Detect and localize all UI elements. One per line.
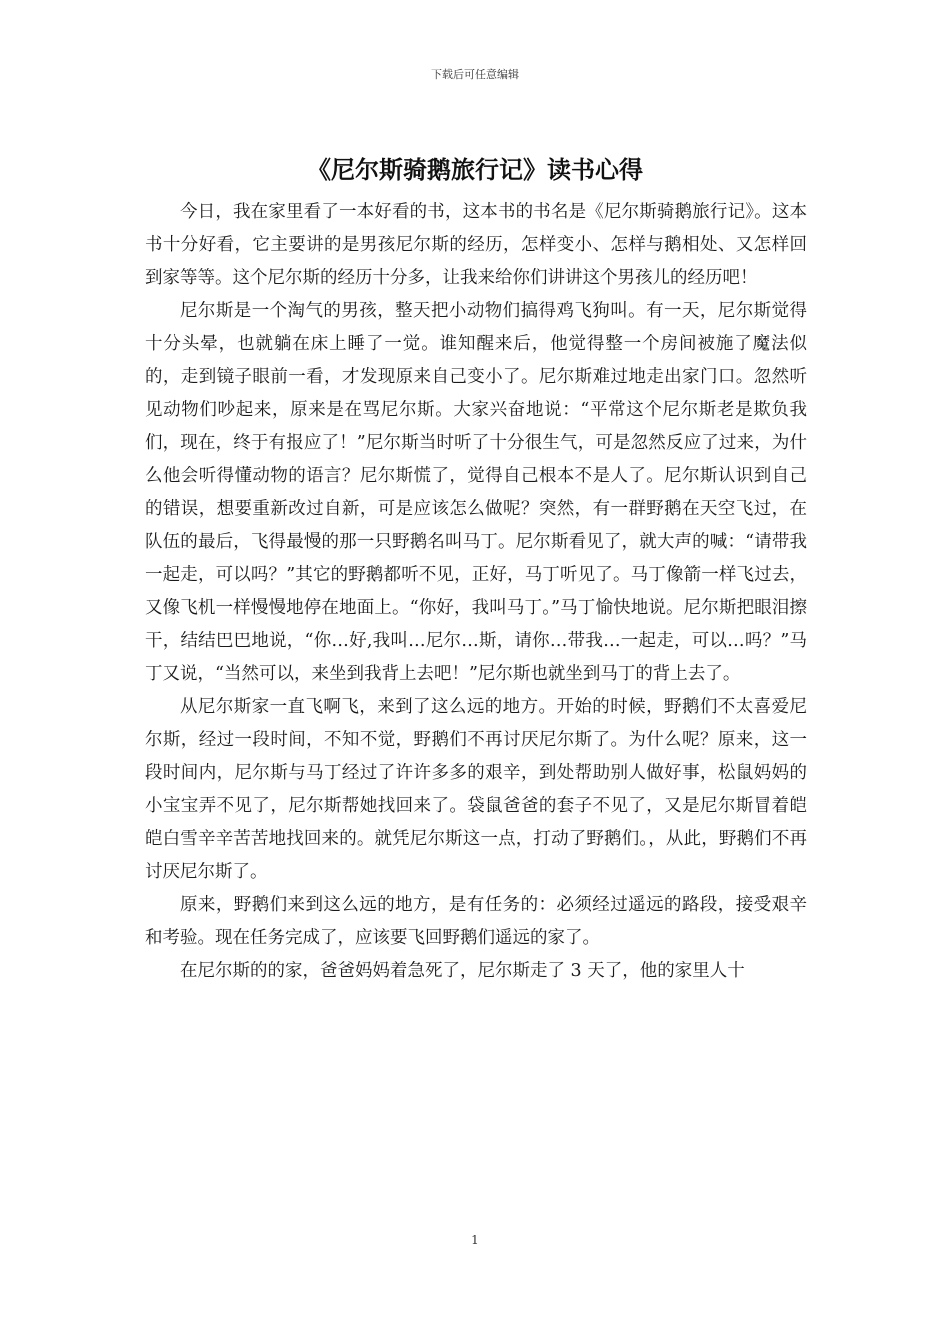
paragraph-3: 从尼尔斯家一直飞啊飞，来到了这么远的地方。开始的时候，野鹅们不太喜爱尼尔斯，经过一段时间，不知不觉，野鹅们不再讨厌尼尔斯了。为什么呢？原来，这一段时间内，尼尔斯与马丁经过了许许多多的艰辛，到处帮助别人做好事，松鼠妈妈的小宝宝弄不见了，尼尔斯帮她找回来了。袋鼠爸爸的套子不见了，又是尼尔斯冒着皑皑白雪辛辛苦苦地找回来的。就凭尼尔斯这一点，打动了野鹅们。，从此，野鹅们不再讨厌尼尔斯了。 (145, 697, 807, 882)
paragraph-5: 在尼尔斯的的家，爸爸妈妈着急死了，尼尔斯走了 3 天了，他的家里人十 (180, 961, 745, 981)
paragraph-2: 尼尔斯是一个淘气的男孩，整天把小动物们搞得鸡飞狗叫。有一天，尼尔斯觉得十分头晕，也就躺在床上睡了一觉。谁知醒来后，他觉得整一个房间被施了魔法似的，走到镜子眼前一看，才发现原来自己变小了。尼尔斯难过地走出家门口。忽然听见动物们吵起来，原来是在骂尼尔斯。大家兴奋地说：“平常这个尼尔斯老是欺负我们，现在，终于有报应了！”尼尔斯当时听了十分很生气，可是忽然反应了过来，为什么他会听得懂动物的语言？尼尔斯慌了，觉得自己根本不是人了。尼尔斯认识到自己的错误，想要重新改过自新，可是应该怎么做呢？突然，有一群野鹅在天空飞过，在队伍的最后，飞得最慢的那一只野鹅名叫马丁。尼尔斯看见了，就大声的喊：“请带我一起走，可以吗？”其它的野鹅都听不见，正好，马丁听见了。马丁像箭一样飞过去，又像飞机一样慢慢地停在地面上。“你好，我叫马丁。”马丁愉快地说。尼尔斯把眼泪擦干，结结巴巴地说，“你…好,我叫…尼尔…斯，请你…带我…一起走，可以…吗？”马丁又说，“当然可以，来坐到我背上去吧！”尼尔斯也就坐到马丁的背上去了。 (145, 301, 807, 684)
page-header: 下载后可任意编辑 (431, 68, 519, 81)
document-body (145, 196, 807, 988)
paragraph-1: 今日，我在家里看了一本好看的书，这本书的书名是《尼尔斯骑鹅旅行记》。这本书十分好看，它主要讲的是男孩尼尔斯的经历，怎样变小、怎样与鹅相处、又怎样回到家等等。这个尼尔斯的经历十分多，让我来给你们讲讲这个男孩儿的经历吧！ (145, 202, 807, 288)
paragraph-4: 原来，野鹅们来到这么远的地方，是有任务的：必须经过遥远的路段，接受艰辛和考验。现在任务完成了，应该要飞回野鹅们遥远的家了。 (145, 895, 807, 948)
page-number: 1 (471, 1233, 479, 1247)
document-title: 《尼尔斯骑鹅旅行记》读书心得 (307, 155, 643, 184)
